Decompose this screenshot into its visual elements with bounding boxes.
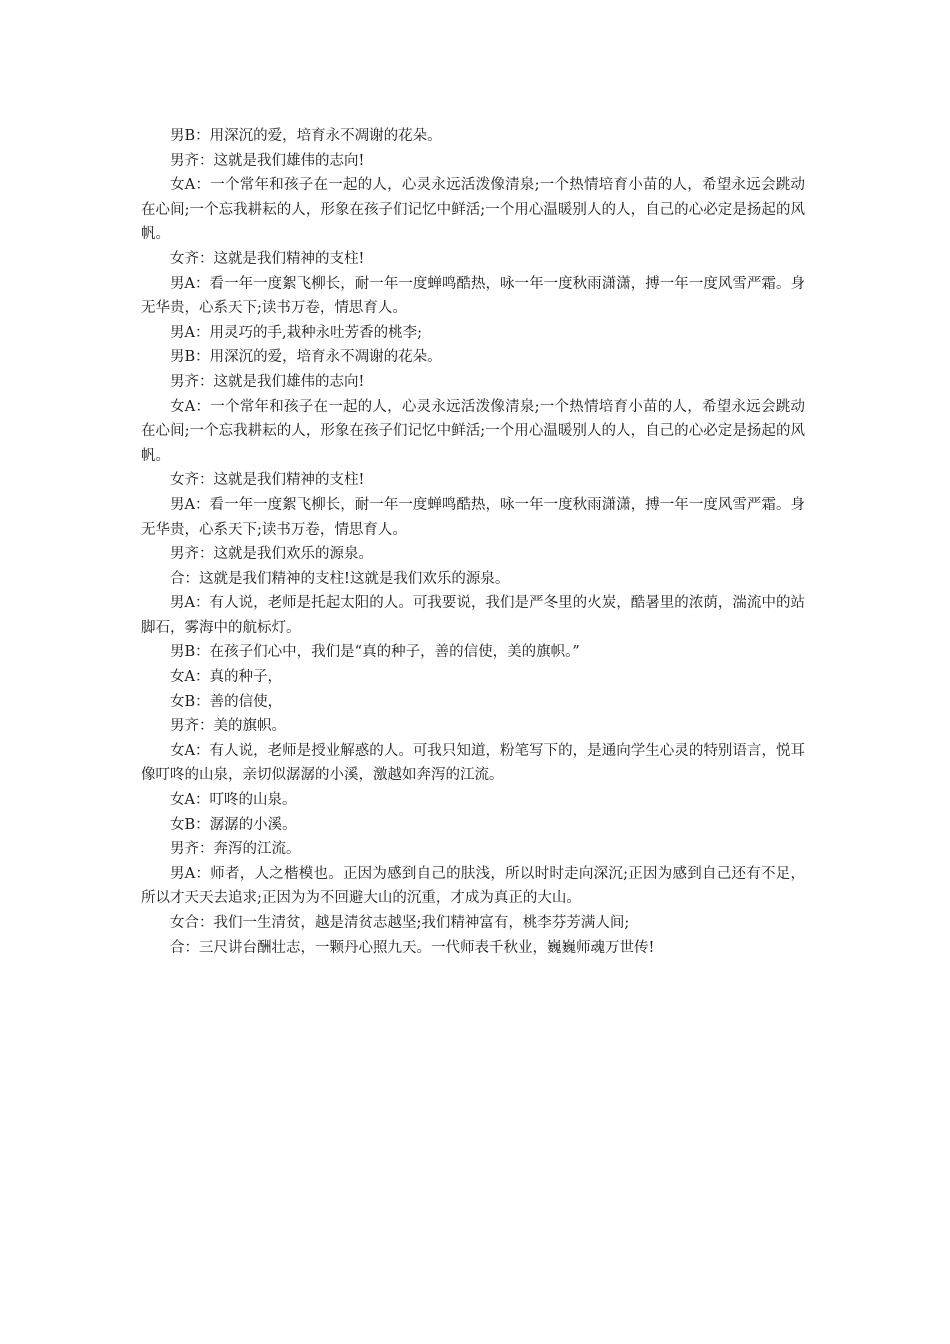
paragraph: 男B：用深沉的爱，培育永不凋谢的花朵。: [170, 349, 442, 366]
paragraph: 女A：叮咚的山泉。: [170, 792, 297, 809]
paragraph: 男A：看一年一度絮飞柳长，耐一年一度蝉鸣酷热，咏一年一度秋雨潇潇，搏一年一度风雪严霜。身无华贵，心系天下;读书万卷，情思育人。: [141, 496, 805, 538]
paragraph: 男A：师者，人之楷模也。正因为感到自己的肤浅，所以时时走向深沉;正因为感到自己还有不足，所以才天天去追求;正因为为不回避大山的沉重，才成为真正的大山。: [141, 865, 805, 907]
paragraph: 女A：一个常年和孩子在一起的人，心灵永远活泼像清泉;一个热情培育小苗的人，希望永远会跳动在心间;一个忘我耕耘的人，形象在孩子们记忆中鲜活;一个用心温暖别人的人，自己的心必定是扬起的风帆。: [141, 398, 805, 464]
paragraph: 合：三尺讲台酬壮志，一颗丹心照九天。一代师表千秋业，巍巍师魂万世传!: [170, 939, 655, 956]
paragraph: 女A：一个常年和孩子在一起的人，心灵永远活泼像清泉;一个热情培育小苗的人，希望永远会跳动在心间;一个忘我耕耘的人，形象在孩子们记忆中鲜活;一个用心温暖别人的人，自己的心必定是扬起的风帆。: [141, 177, 805, 243]
paragraph: 男齐：这就是我们欢乐的源泉。: [170, 546, 373, 563]
paragraph: 男齐：美的旗帜。: [170, 718, 286, 735]
paragraph: 男齐：这就是我们雄伟的志向!: [170, 373, 365, 390]
paragraph: 男A：看一年一度絮飞柳长，耐一年一度蝉鸣酷热，咏一年一度秋雨潇潇，搏一年一度风雪严霜。身无华贵，心系天下;读书万卷，情思育人。: [141, 275, 805, 317]
paragraph: 女B：潺潺的小溪。: [170, 816, 297, 833]
document-body: [141, 124, 805, 960]
paragraph: 男齐：奔泻的江流。: [170, 841, 301, 858]
paragraph: 男A：用灵巧的手,栽种永吐芳香的桃李;: [170, 324, 422, 341]
paragraph: 女A：有人说，老师是授业解惑的人。可我只知道，粉笔写下的，是通向学生心灵的特别语言，悦耳像叮咚的山泉，亲切似潺潺的小溪，激越如奔泻的江流。: [141, 742, 805, 784]
paragraph: 女齐：这就是我们精神的支柱!: [170, 250, 365, 267]
paragraph: 女齐：这就是我们精神的支柱!: [170, 472, 365, 489]
paragraph: 男B：用深沉的爱，培育永不凋谢的花朵。: [170, 128, 442, 144]
paragraph: 女B：善的信使，: [170, 693, 283, 710]
paragraph: 女A：真的种子，: [170, 669, 282, 686]
paragraph: 合：这就是我们精神的支柱!这就是我们欢乐的源泉。: [170, 570, 510, 587]
paragraph: 女合：我们一生清贫，越是清贫志越坚;我们精神富有，桃李芬芳满人间;: [170, 915, 630, 931]
paragraph: 男B：在孩子们心中，我们是“真的种子，善的信使，美的旗帜。”: [170, 644, 580, 661]
paragraph: 男A：有人说，老师是托起太阳的人。可我要说，我们是严冬里的火炭，酷暑里的浓荫，湍流中的站脚石，雾海中的航标灯。: [141, 595, 805, 636]
paragraph: 男齐：这就是我们雄伟的志向!: [170, 152, 365, 169]
